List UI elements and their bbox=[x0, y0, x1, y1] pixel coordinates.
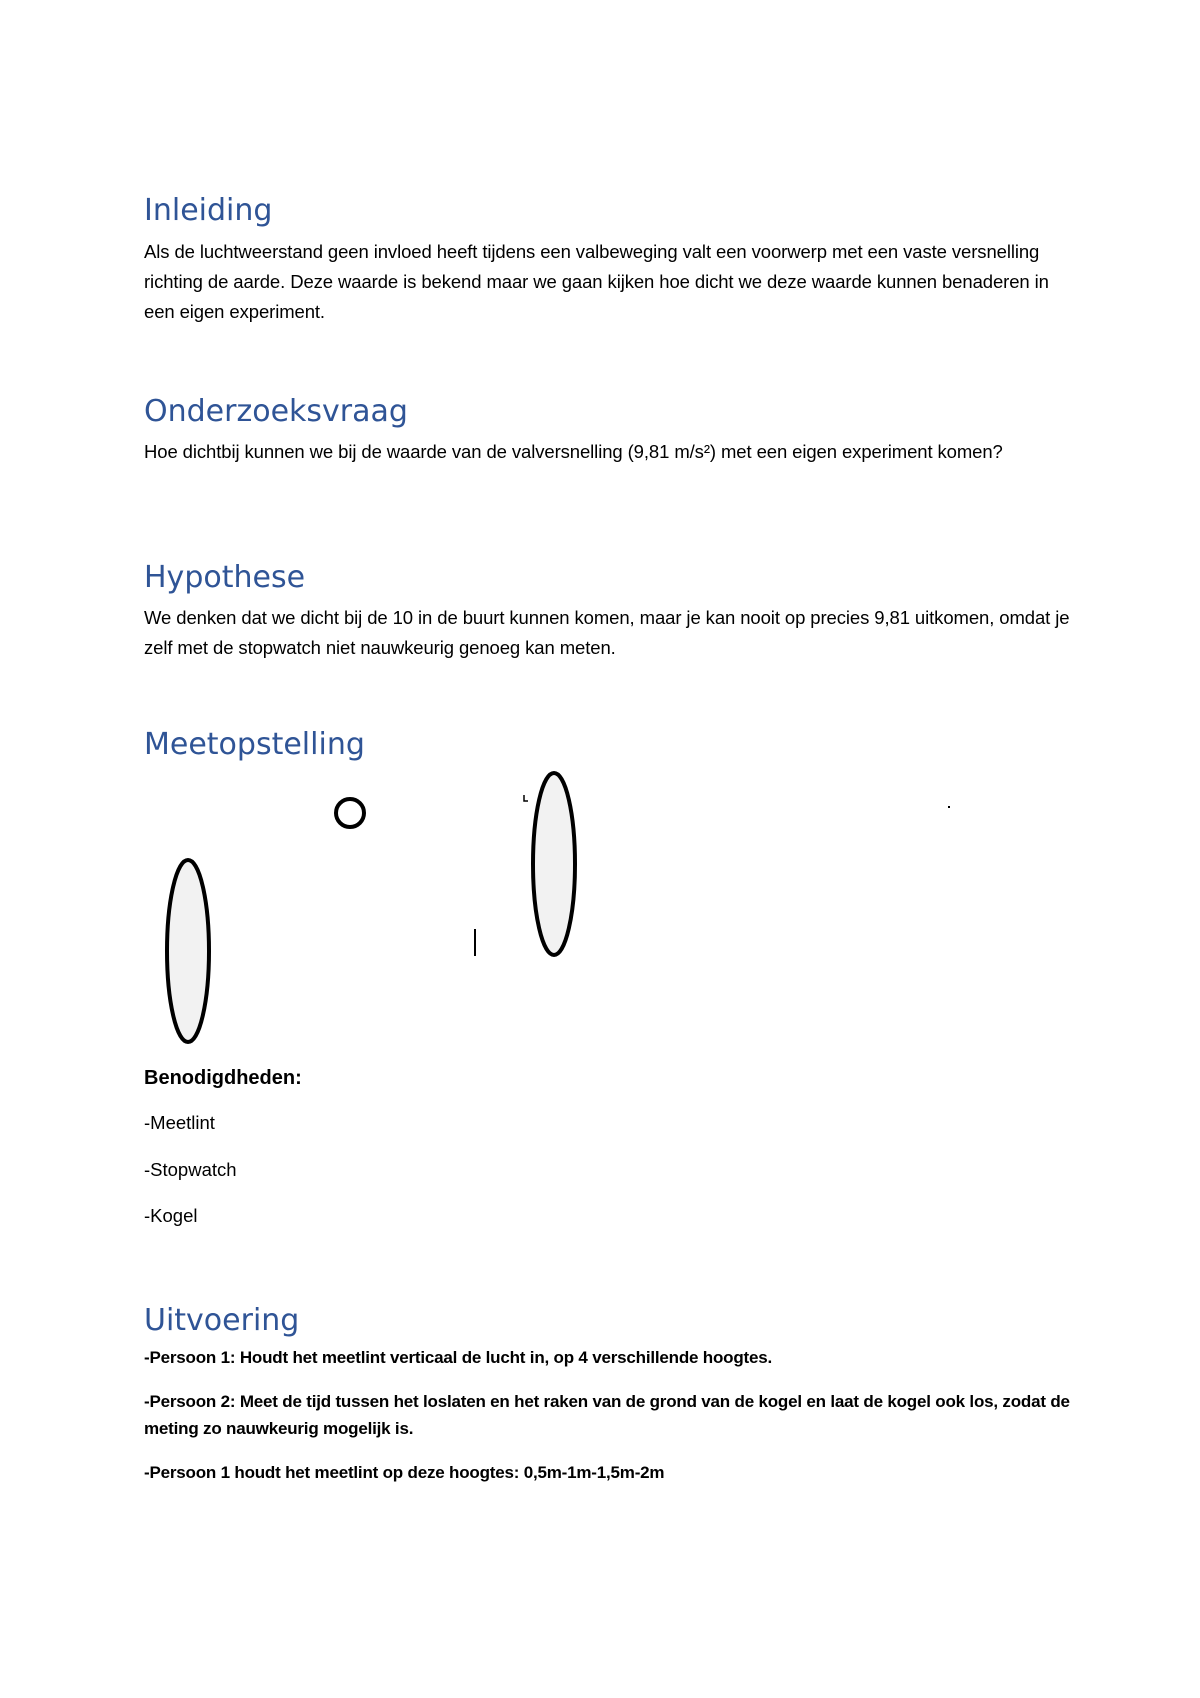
dot-mark bbox=[948, 806, 950, 808]
ball-shape bbox=[336, 799, 364, 827]
measuring-tape-shape-right bbox=[533, 773, 575, 955]
step-item: -Persoon 1 houdt het meetlint op deze hoogtes: 0,5m-1m-1,5m-2m bbox=[144, 1463, 665, 1482]
heading-benodigdheden: Benodigdheden: bbox=[144, 1067, 302, 1089]
list-item: -Stopwatch bbox=[144, 1159, 237, 1180]
step-item: -Persoon 1: Houdt het meetlint verticaal de lucht in, op 4 verschillende hoogtes. bbox=[144, 1348, 773, 1367]
heading-uitvoering: Uitvoering bbox=[144, 1303, 300, 1338]
heading-inleiding: Inleiding bbox=[144, 193, 273, 228]
heading-onderzoeksvraag: Onderzoeksvraag bbox=[144, 394, 408, 429]
corner-mark bbox=[524, 795, 528, 801]
paragraph-inleiding: Als de luchtweerstand geen invloed heeft tijdens een valbeweging valt een voorwerp met een vaste versnelling richting de aarde. Deze waarde is bekend maar we gaan kijken hoe dicht we deze waarde kunnen benaderen in een eigen experiment. bbox=[144, 241, 1049, 322]
step-item: -Persoon 2: Meet de tijd tussen het loslaten en het raken van de grond van de kogel en laat de kogel ook los, zodat de meting zo nauwkeurig mogelijk is. bbox=[144, 1392, 1070, 1438]
heading-hypothese: Hypothese bbox=[144, 560, 306, 595]
list-item: -Meetlint bbox=[144, 1112, 215, 1133]
paragraph-hypothese: We denken dat we dicht bij de 10 in de buurt kunnen komen, maar je kan nooit op precies 9,81 uitkomen, omdat je zelf met de stopwatch niet nauwkeurig genoeg kan meten. bbox=[144, 607, 1070, 658]
heading-meetopstelling: Meetopstelling bbox=[144, 727, 365, 762]
paragraph-onderzoeksvraag: Hoe dichtbij kunnen we bij de waarde van de valversnelling (9,81 m/s²) met een eigen experiment komen? bbox=[144, 441, 1003, 462]
measuring-tape-shape-left bbox=[167, 860, 209, 1042]
list-item: -Kogel bbox=[144, 1205, 198, 1226]
